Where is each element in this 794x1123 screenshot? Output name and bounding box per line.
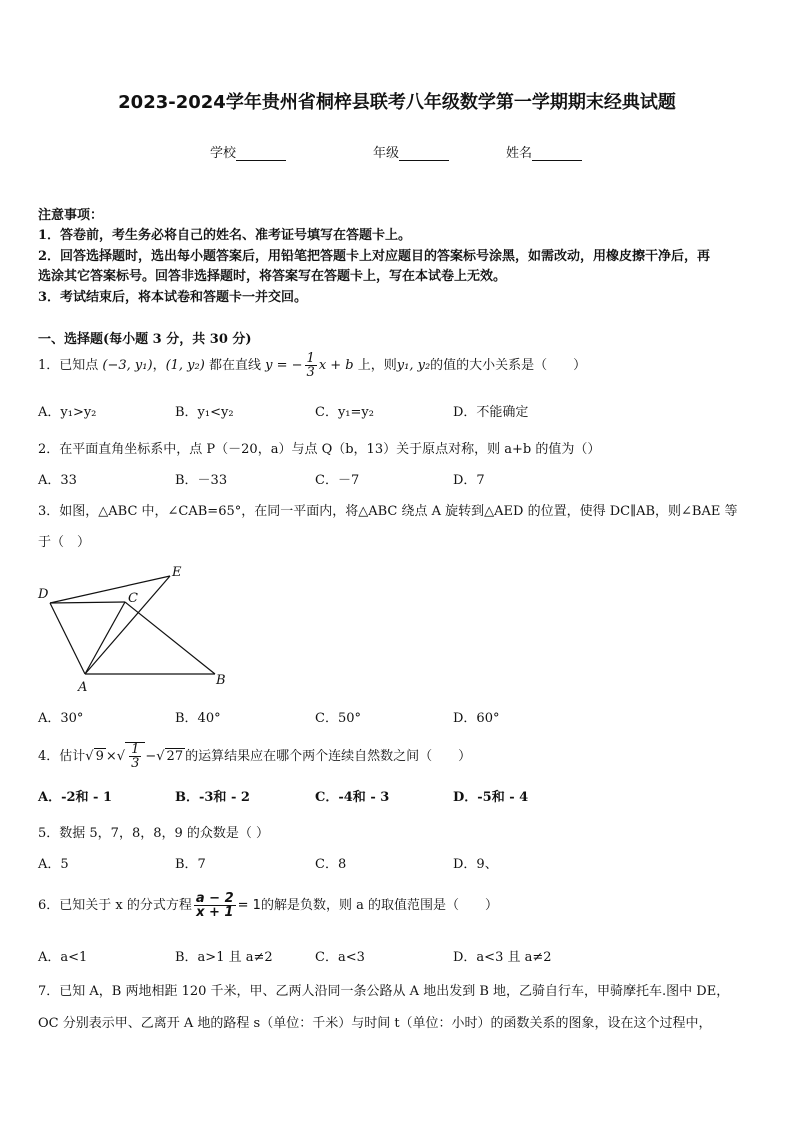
q1-pre: 1．已知点 [38,358,99,373]
q3-option-d: D．60° [453,711,500,726]
q6-option-b: B．a>1 且 a≠2 [175,950,273,965]
note-1: 1．答卷前，考生务必将自己的姓名、准考证号填写在答题卡上。 [38,228,412,243]
q1-option-c: C．y₁=y₂ [315,405,374,420]
q3-option-c: C．50° [315,711,361,726]
q5-option-b: B．7 [175,857,206,872]
name-field [506,142,582,161]
question-7-line1: 7．已知 A，B 两地相距 120 千米，甲、乙两人沿同一条公路从 A 地出发到 B 地，乙骑自行车，甲骑摩托车.图中 DE， [38,984,730,999]
q4-sqrt2: 27 [166,749,184,764]
q2-option-c: C．－7 [315,473,360,488]
q6-option-d: D．a<3 且 a≠2 [453,950,552,965]
q2-option-d: D．7 [453,473,485,488]
q2-option-a: A．33 [38,473,77,488]
q4-option-c: C．-4和 - 3 [315,790,390,805]
q6-option-a: A．a<1 [38,950,88,965]
school-field [210,142,286,161]
q3-option-b: B．40° [175,711,221,726]
question-6 [38,892,498,919]
q1-option-a: A．y₁>y₂ [38,405,97,420]
label-c: C [128,591,138,606]
q2-option-b: B．－33 [175,473,228,488]
notes-heading: 注意事项： [38,208,104,223]
q4-sqrt-frac: $\frac{1}{3}$ [125,742,145,770]
question-7-line2: OC 分别表示甲、乙离开 A 地的路程 s（单位：千米）与时间 t（单位：小时）的函数关系的图象，设在这个过程中， [38,1016,712,1031]
note-2a: 2．回答选择题时，选出每小题答案后，用铅笔把答题卡上对应题目的答案标号涂黑，如需改动，用橡皮擦干净后，再 [38,249,711,264]
q4-post: 的运算结果应在哪个两个连续自然数之间（ ） [185,749,472,764]
q1-post2: 的值的大小关系是（ ） [430,358,587,373]
q1-eq-lhs: y = − [265,358,303,373]
label-d: D [38,587,49,602]
label-b: B [216,673,226,688]
q4-pre: 4．估计 [38,749,86,764]
label-a: A [78,680,88,695]
q1-option-d: D．不能确定 [453,405,529,420]
q3-option-a: A．30° [38,711,84,726]
q1-mid: 都在直线 [208,358,261,373]
label-e: E [172,565,182,580]
page-title: 2023-2024学年贵州省桐梓县联考八年级数学第一学期期末经典试题 [118,92,676,113]
section-heading: 一、选择题(每小题 3 分，共 30 分) [38,332,252,347]
question-3-line2: 于（ ） [38,535,91,550]
q1-eq-rhs: x + b [318,358,354,373]
segment-de [50,576,170,603]
q4-option-b: B．-3和 - 2 [175,790,250,805]
grade-field [373,142,449,161]
q6-fraction: $\frac{a - 2}{x + 1}$ [195,891,234,920]
question-1 [38,352,586,379]
question-4: 4．估计√ 9 ×√ $\frac{1}{3}$ −√ 27 的运算结果应在哪个两个连续自然数之间（ ） [38,742,472,771]
note-3: 3．考试结束后，将本试卷和答题卡一并交回。 [38,290,308,305]
question-2: 2．在平面直角坐标系中，点 P（－20，a）与点 Q（b，13）关于原点对称，则 a+b 的值为（） [38,442,601,457]
q1-post1: 上，则 [357,358,397,373]
q1-point1: (−3, y₁) [102,358,153,373]
segment-cb [125,602,215,674]
segment-dc [50,602,125,603]
q1-sep: ， [152,358,166,373]
segment-da [50,603,85,674]
q3-figure [30,560,250,700]
q4-sqrt1: 9 [95,749,104,764]
q1-option-b: B．y₁<y₂ [175,405,234,420]
q6-post: 的解是负数，则 a 的取值范围是（ ） [260,898,498,913]
name-label: 姓名 [506,146,533,161]
school-label: 学校 [210,146,237,161]
q4-option-a: A．-2和 - 1 [38,790,113,805]
segment-ca [85,602,125,674]
q5-option-a: A．5 [38,857,69,872]
q4-minus: − [145,749,157,764]
q4-option-d: D．-5和 - 4 [453,790,529,805]
q5-option-d: D．9、 [453,857,498,872]
grade-label: 年级 [373,146,400,161]
q6-eq: = 1 [237,898,261,913]
q1-point2: (1, y₂) [165,358,205,373]
question-3-line1: 3．如图，△ABC 中，∠CAB=65°，在同一平面内，将△ABC 绕点 A 旋转到△AED 的位置，使得 DC∥AB，则∠BAE 等 [38,504,738,519]
q1-vars: y₁, y₂ [396,358,431,373]
q4-times: × [105,749,117,764]
question-5: 5．数据 5，7，8，8，9 的众数是（ ） [38,826,270,841]
q6-option-c: C．a<3 [315,950,365,965]
q1-fraction: $\frac{1}{3}$ [306,351,315,380]
q6-pre: 6．已知关于 x 的分式方程 [38,898,192,913]
q5-option-c: C．8 [315,857,347,872]
note-2b: 选涂其它答案标号。回答非选择题时，将答案写在答题卡上，写在本试卷上无效。 [38,269,507,284]
